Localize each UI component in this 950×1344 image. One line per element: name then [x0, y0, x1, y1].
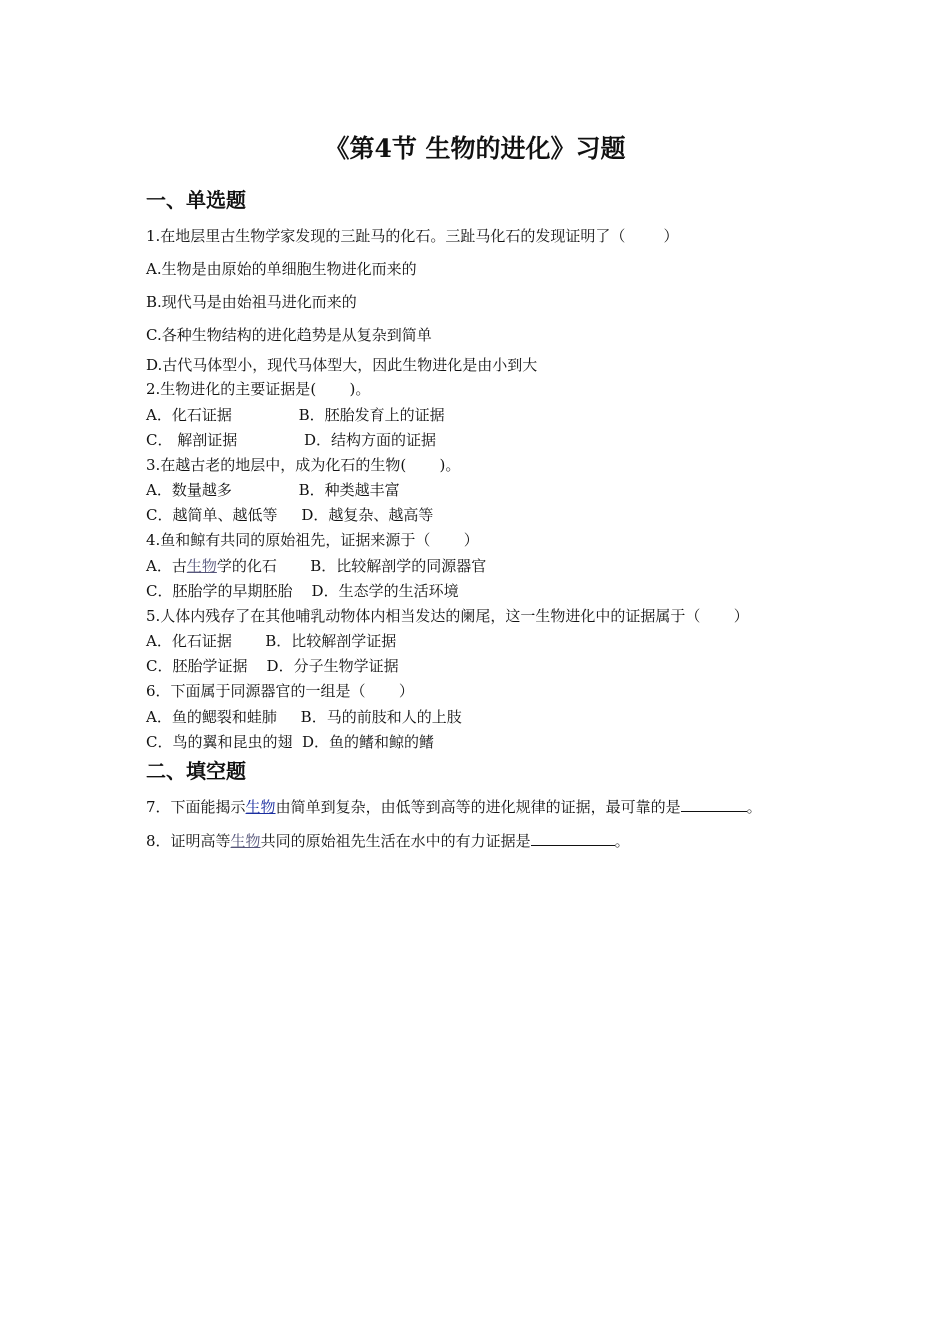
- question-3-options-row-1: A．数量越多 B．种类越丰富: [146, 481, 400, 499]
- question-3-stem: 3.在越古老的地层中，成为化石的生物( )。: [146, 456, 461, 474]
- question-1-option-c: C.各种生物结构的进化趋势是从复杂到简单: [146, 326, 432, 344]
- biology-link[interactable]: 生物: [186, 557, 217, 575]
- question-7-text: 由简单到复杂，由低等到高等的进化规律的证据，最可靠的是: [275, 798, 681, 816]
- question-5-stem: 5.人体内残存了在其他哺乳动物体内相当发达的阑尾，这一生物进化中的证据属于（ ）: [146, 607, 749, 625]
- page-title: 《第4节 生物的进化》习题: [324, 134, 626, 163]
- question-7-end: 。: [746, 798, 762, 816]
- question-6-stem: 6．下面属于同源器官的一组是（ ）: [146, 682, 414, 700]
- question-3-options-row-2: C．越简单、越低等 D．越复杂、越高等: [146, 506, 434, 524]
- question-1-option-d: D.古代马体型小，现代马体型大，因此生物进化是由小到大: [146, 356, 538, 374]
- question-4-option-a-prefix: A．古: [146, 557, 187, 575]
- question-1-option-b: B.现代马是由始祖马进化而来的: [146, 293, 357, 311]
- question-1-option-a: A.生物是由原始的单细胞生物进化而来的: [146, 260, 417, 278]
- question-8-text: 共同的原始祖先生活在水中的有力证据是: [260, 832, 531, 850]
- question-4-options-row-1: [146, 555, 486, 577]
- question-8-end: 。: [614, 832, 630, 850]
- biology-link[interactable]: 生物: [230, 832, 261, 850]
- question-7-prefix: 7．下面能揭示: [146, 798, 246, 816]
- question-2-options-row-1: A．化石证据 B．胚胎发育上的证据: [146, 406, 445, 424]
- question-2-stem: 2.生物进化的主要证据是( )。: [146, 380, 371, 398]
- question-5-options-row-1: A．化石证据 B．比较解剖学证据: [146, 632, 397, 650]
- question-4-stem: 4.鱼和鲸有共同的原始祖先，证据来源于（ ）: [146, 531, 479, 549]
- question-4-options-row-2: C．胚胎学的早期胚胎 D．生态学的生活环境: [146, 582, 459, 600]
- question-7: [146, 796, 762, 818]
- answer-blank[interactable]: [681, 797, 747, 812]
- biology-link[interactable]: 生物: [245, 798, 276, 816]
- section-heading-single-choice: 一、单选题: [146, 188, 246, 212]
- question-6-options-row-2: C．鸟的翼和昆虫的翅 D．鱼的鳍和鲸的鳍: [146, 733, 435, 751]
- question-5-options-row-2: C．胚胎学证据 D．分子生物学证据: [146, 657, 399, 675]
- question-6-options-row-1: A．鱼的鳃裂和蛙肺 B．马的前肢和人的上肢: [146, 708, 462, 726]
- question-8-prefix: 8．证明高等: [146, 832, 231, 850]
- question-4-options-row-1-rest: 学的化石 B．比较解剖学的同源器官: [216, 557, 487, 575]
- question-2-options-row-2: C． 解剖证据 D．结构方面的证据: [146, 431, 437, 449]
- question-8: [146, 830, 630, 852]
- answer-blank[interactable]: [531, 831, 615, 846]
- question-1-stem: 1.在地层里古生物学家发现的三趾马的化石。三趾马化石的发现证明了（ ）: [146, 227, 679, 245]
- section-heading-fill-blank: 二、填空题: [146, 759, 246, 783]
